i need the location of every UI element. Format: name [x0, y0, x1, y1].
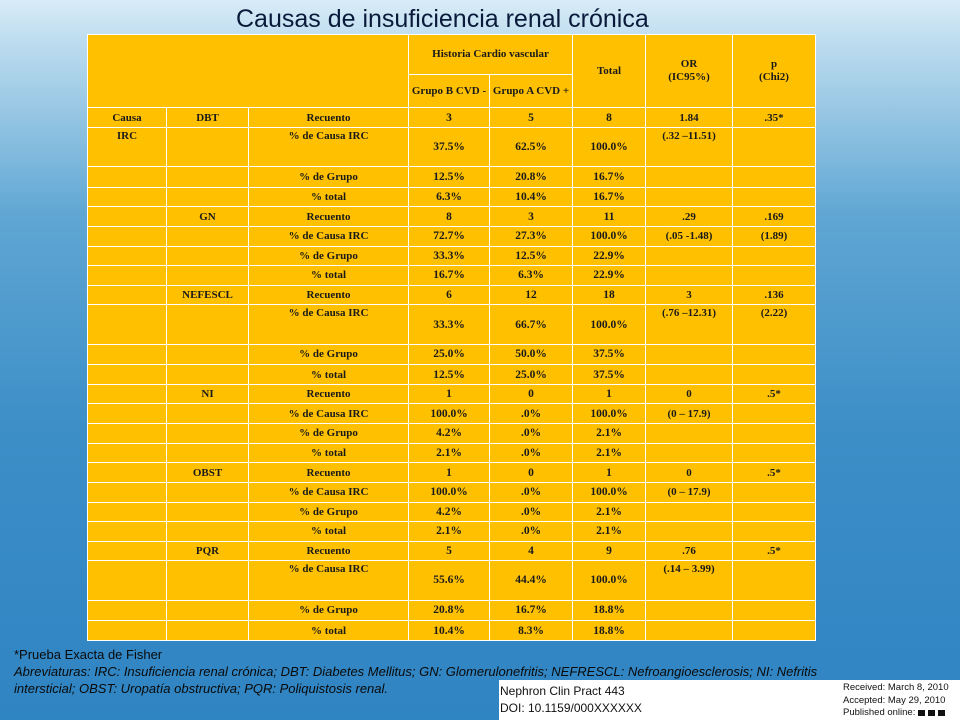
col-total: 37.5% [573, 365, 646, 385]
col-grupo-a: 20.8% [490, 167, 573, 188]
col-grupo-b: 16.7% [409, 266, 490, 286]
col-causa [88, 187, 167, 207]
header-historia: Historia Cardio vascular [409, 35, 573, 75]
col-grupo-b: 37.5% [409, 127, 490, 166]
col-grupo-a: 12.5% [490, 246, 573, 266]
col-cause-label [167, 246, 249, 266]
col-measure: Recuento [249, 108, 409, 128]
col-measure: Recuento [249, 207, 409, 227]
col-causa [88, 522, 167, 542]
col-total: 100.0% [573, 305, 646, 344]
col-cause-label [167, 266, 249, 286]
col-cause-label [167, 167, 249, 188]
col-total: 2.1% [573, 522, 646, 542]
col-or [646, 502, 733, 522]
col-causa [88, 561, 167, 600]
header-or [646, 35, 733, 108]
published-row [843, 707, 949, 720]
col-measure: % de Causa IRC [249, 404, 409, 424]
col-or: 1.84 [646, 108, 733, 128]
col-grupo-b: 72.7% [409, 226, 490, 246]
col-grupo-a: .0% [490, 522, 573, 542]
col-grupo-b: 1 [409, 384, 490, 404]
col-grupo-a: 66.7% [490, 305, 573, 344]
col-measure: % de Causa IRC [249, 226, 409, 246]
table-row [88, 207, 816, 227]
col-grupo-a: 6.3% [490, 266, 573, 286]
col-causa [88, 384, 167, 404]
col-measure: % total [249, 266, 409, 286]
col-cause-label: GN [167, 207, 249, 227]
col-measure: % de Causa IRC [249, 561, 409, 600]
table-row [88, 305, 816, 344]
table-row [88, 600, 816, 621]
col-p: .5* [733, 541, 816, 561]
col-p [733, 424, 816, 444]
col-cause-label [167, 404, 249, 424]
col-or [646, 522, 733, 542]
col-grupo-b: 2.1% [409, 522, 490, 542]
col-or [646, 600, 733, 621]
table-row [88, 127, 816, 166]
col-measure: Recuento [249, 463, 409, 483]
col-cause-label [167, 502, 249, 522]
col-grupo-b: 33.3% [409, 305, 490, 344]
col-p: .169 [733, 207, 816, 227]
col-total: 18 [573, 285, 646, 305]
col-cause-label [167, 424, 249, 444]
col-measure: % de Causa IRC [249, 305, 409, 344]
col-or [646, 344, 733, 365]
col-cause-label [167, 365, 249, 385]
col-or: 0 [646, 463, 733, 483]
col-measure: % de Grupo [249, 344, 409, 365]
results-table [87, 34, 816, 641]
col-p [733, 266, 816, 286]
col-total: 2.1% [573, 424, 646, 444]
col-cause-label [167, 522, 249, 542]
col-or [646, 424, 733, 444]
col-total: 1 [573, 463, 646, 483]
col-grupo-a: .0% [490, 424, 573, 444]
col-total: 100.0% [573, 482, 646, 502]
header-p-line2: (Chi2) [759, 71, 789, 84]
col-total: 2.1% [573, 443, 646, 463]
col-total: 1 [573, 384, 646, 404]
col-total: 2.1% [573, 502, 646, 522]
col-cause-label [167, 600, 249, 621]
header-p [733, 35, 816, 108]
col-or [646, 187, 733, 207]
col-p [733, 246, 816, 266]
col-cause-label [167, 226, 249, 246]
col-causa [88, 463, 167, 483]
col-causa [88, 365, 167, 385]
table-row [88, 482, 816, 502]
col-measure: Recuento [249, 285, 409, 305]
col-or: (0 – 17.9) [646, 482, 733, 502]
col-grupo-b: 10.4% [409, 621, 490, 641]
col-total: 8 [573, 108, 646, 128]
col-or [646, 443, 733, 463]
col-or: (0 – 17.9) [646, 404, 733, 424]
table-row [88, 463, 816, 483]
col-grupo-a: 16.7% [490, 600, 573, 621]
col-or: 0 [646, 384, 733, 404]
col-grupo-b: 20.8% [409, 600, 490, 621]
col-p [733, 600, 816, 621]
col-grupo-a: .0% [490, 404, 573, 424]
col-causa [88, 502, 167, 522]
accepted-date: Accepted: May 29, 2010 [843, 694, 946, 706]
col-total: 22.9% [573, 266, 646, 286]
col-measure: % de Causa IRC [249, 127, 409, 166]
col-grupo-b: 4.2% [409, 502, 490, 522]
table-row [88, 285, 816, 305]
abbreviations-line-1: Abreviaturas: IRC: Insuficiencia renal crónica; DBT: Diabetes Mellitus; GN: Glomerulonefritis; NEFRESCL: Nefroangioesclerosis; NI: Nefritis [14, 664, 818, 679]
col-cause-label: NI [167, 384, 249, 404]
col-grupo-a: 3 [490, 207, 573, 227]
col-total: 9 [573, 541, 646, 561]
journal-name: Nephron Clin Pract 443 [500, 684, 625, 698]
col-cause-label: NEFESCL [167, 285, 249, 305]
header-or-line1: OR [680, 58, 698, 71]
table-row [88, 266, 816, 286]
header-grupo-b: Grupo B CVD - [409, 75, 490, 108]
col-p [733, 167, 816, 188]
col-measure: % de Grupo [249, 502, 409, 522]
col-or: (.14 – 3.99) [646, 561, 733, 600]
col-total: 11 [573, 207, 646, 227]
col-cause-label: PQR [167, 541, 249, 561]
col-grupo-b: 100.0% [409, 404, 490, 424]
table-row [88, 344, 816, 365]
header-row-1 [88, 35, 816, 75]
col-or: (.05 -1.48) [646, 226, 733, 246]
col-measure: % de Grupo [249, 424, 409, 444]
col-grupo-a: 12 [490, 285, 573, 305]
col-total: 22.9% [573, 246, 646, 266]
col-p: .136 [733, 285, 816, 305]
col-causa [88, 621, 167, 641]
col-grupo-b: 6 [409, 285, 490, 305]
col-total: 18.8% [573, 600, 646, 621]
col-or [646, 266, 733, 286]
col-total: 37.5% [573, 344, 646, 365]
published-label: Published online: [843, 707, 916, 718]
table-row [88, 541, 816, 561]
col-causa [88, 226, 167, 246]
col-cause-label [167, 621, 249, 641]
redacted-block-icon [918, 710, 925, 716]
col-grupo-b: 8 [409, 207, 490, 227]
col-grupo-b: 3 [409, 108, 490, 128]
col-total: 100.0% [573, 127, 646, 166]
col-p: .5* [733, 384, 816, 404]
col-cause-label [167, 187, 249, 207]
col-measure: % de Grupo [249, 167, 409, 188]
col-cause-label [167, 305, 249, 344]
table-row [88, 384, 816, 404]
abbreviations-line-2: intersticial; OBST: Uropatía obstructiva; PQR: Poliquistosis renal. [14, 681, 389, 696]
col-causa [88, 246, 167, 266]
col-grupo-b: 2.1% [409, 443, 490, 463]
table-row [88, 424, 816, 444]
table-row [88, 187, 816, 207]
col-p [733, 522, 816, 542]
col-grupo-b: 100.0% [409, 482, 490, 502]
col-total: 16.7% [573, 167, 646, 188]
header-p-line1: p [770, 58, 778, 71]
col-grupo-a: 4 [490, 541, 573, 561]
col-measure: % total [249, 621, 409, 641]
col-p: .5* [733, 463, 816, 483]
citation-dates [843, 682, 949, 720]
col-causa [88, 207, 167, 227]
col-measure: % total [249, 443, 409, 463]
col-causa [88, 404, 167, 424]
col-grupo-a: 0 [490, 384, 573, 404]
col-or: (.32 –11.51) [646, 127, 733, 166]
col-measure: Recuento [249, 541, 409, 561]
col-total: 16.7% [573, 187, 646, 207]
col-grupo-a: .0% [490, 443, 573, 463]
col-causa [88, 443, 167, 463]
table-row [88, 502, 816, 522]
col-grupo-a: 62.5% [490, 127, 573, 166]
col-p [733, 404, 816, 424]
col-p [733, 127, 816, 166]
col-cause-label [167, 127, 249, 166]
col-cause-label: DBT [167, 108, 249, 128]
col-measure: % de Grupo [249, 600, 409, 621]
col-cause-label [167, 482, 249, 502]
col-causa [88, 344, 167, 365]
table-row [88, 621, 816, 641]
table-row [88, 404, 816, 424]
col-or [646, 167, 733, 188]
header-blank [88, 35, 409, 108]
col-grupo-a: 27.3% [490, 226, 573, 246]
col-cause-label [167, 344, 249, 365]
redacted-block-icon [928, 710, 935, 716]
col-grupo-a: 44.4% [490, 561, 573, 600]
col-grupo-a: 50.0% [490, 344, 573, 365]
col-grupo-a: 8.3% [490, 621, 573, 641]
citation-left [500, 683, 642, 717]
col-or [646, 246, 733, 266]
doi: DOI: 10.1159/000XXXXXX [500, 701, 642, 715]
col-causa [88, 266, 167, 286]
col-grupo-b: 12.5% [409, 365, 490, 385]
col-measure: % total [249, 522, 409, 542]
table-row [88, 246, 816, 266]
col-causa [88, 167, 167, 188]
table-row [88, 167, 816, 188]
col-total: 100.0% [573, 561, 646, 600]
col-p [733, 621, 816, 641]
col-causa [88, 305, 167, 344]
col-measure: % de Causa IRC [249, 482, 409, 502]
col-p: (2.22) [733, 305, 816, 344]
slide-title: Causas de insuficiencia renal crónica [236, 5, 649, 33]
col-grupo-b: 4.2% [409, 424, 490, 444]
col-p: (1.89) [733, 226, 816, 246]
table-row [88, 522, 816, 542]
col-p [733, 482, 816, 502]
col-grupo-b: 1 [409, 463, 490, 483]
col-or: .76 [646, 541, 733, 561]
col-or: .29 [646, 207, 733, 227]
col-cause-label [167, 443, 249, 463]
col-grupo-a: 5 [490, 108, 573, 128]
col-p [733, 365, 816, 385]
col-grupo-b: 6.3% [409, 187, 490, 207]
col-cause-label [167, 561, 249, 600]
received-date: Received: March 8, 2010 [843, 682, 949, 693]
col-causa [88, 600, 167, 621]
col-p [733, 502, 816, 522]
col-grupo-b: 55.6% [409, 561, 490, 600]
col-measure: % total [249, 365, 409, 385]
col-p [733, 187, 816, 207]
header-total: Total [573, 35, 646, 108]
col-grupo-b: 33.3% [409, 246, 490, 266]
table-row [88, 108, 816, 128]
col-or [646, 365, 733, 385]
table-row [88, 561, 816, 600]
col-causa: Causa [88, 108, 167, 128]
col-or: (.76 –12.31) [646, 305, 733, 344]
col-causa: IRC [88, 127, 167, 166]
col-causa [88, 285, 167, 305]
col-total: 100.0% [573, 226, 646, 246]
col-grupo-a: 10.4% [490, 187, 573, 207]
col-grupo-a: 0 [490, 463, 573, 483]
col-or [646, 621, 733, 641]
col-grupo-a: 25.0% [490, 365, 573, 385]
col-p [733, 561, 816, 600]
col-measure: Recuento [249, 384, 409, 404]
col-cause-label: OBST [167, 463, 249, 483]
header-grupo-a: Grupo A CVD + [490, 75, 573, 108]
col-causa [88, 482, 167, 502]
col-measure: % de Grupo [249, 246, 409, 266]
col-measure: % total [249, 187, 409, 207]
results-table-container [87, 34, 815, 641]
table-row [88, 226, 816, 246]
table-row [88, 365, 816, 385]
table-row [88, 443, 816, 463]
redacted-block-icon [938, 710, 945, 716]
col-or: 3 [646, 285, 733, 305]
col-p [733, 443, 816, 463]
col-causa [88, 424, 167, 444]
col-grupo-a: .0% [490, 502, 573, 522]
col-total: 100.0% [573, 404, 646, 424]
col-grupo-a: .0% [490, 482, 573, 502]
col-grupo-b: 5 [409, 541, 490, 561]
col-grupo-b: 25.0% [409, 344, 490, 365]
col-p: .35* [733, 108, 816, 128]
fisher-note: *Prueba Exacta de Fisher [14, 647, 163, 662]
col-total: 18.8% [573, 621, 646, 641]
col-p [733, 344, 816, 365]
col-grupo-b: 12.5% [409, 167, 490, 188]
col-causa [88, 541, 167, 561]
header-or-line2: (IC95%) [668, 71, 710, 84]
